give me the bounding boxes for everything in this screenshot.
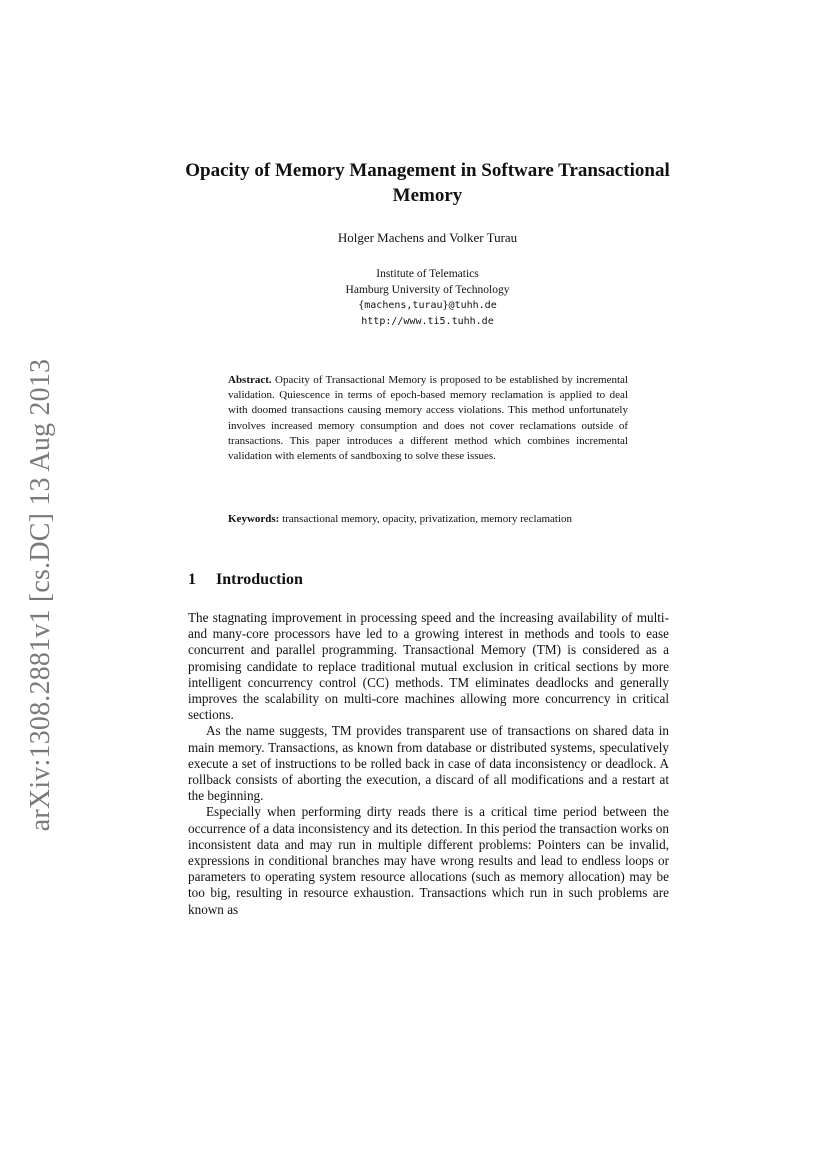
keywords — [228, 512, 628, 527]
abstract-label: Abstract. — [228, 374, 272, 386]
paper-title: Opacity of Memory Management in Software Transactional Memory — [185, 160, 670, 206]
section-heading — [188, 571, 303, 589]
affiliation-institute: Institute of Telematics — [376, 268, 479, 280]
section-title: Introduction — [216, 571, 303, 588]
paragraph-1: The stagnating improvement in processing speed and the increasing availability of multi- and many-core processors have led to a growing interest in methods and tools to ease concurrent and parallel programming. Transactional Memory (TM) is considered as a promising candidate to replace traditional mutual exclusion in critical sections by more intelligent concurrency control (CC) methods. TM eliminates deadlocks and generally improves the scalability on multi-core machines allowing more concurrency in critical sections. — [188, 610, 669, 723]
section-number: 1 — [188, 571, 196, 588]
arxiv-side-stamp — [15, 358, 67, 832]
body-text — [188, 610, 669, 918]
arxiv-stamp-text: arXiv:1308.2881v1 [cs.DC] 13 Aug 2013 — [25, 358, 57, 832]
abstract — [228, 373, 628, 464]
paragraph-2: As the name suggests, TM provides transparent use of transactions on shared data in main memory. Transactions, as known from database or distributed systems, speculatively execute a set of instructions to be rolled back in case of data inconsistency or deadlock. A rollback consists of aborting the execution, a discard of all modifications and a restart at the beginning. — [188, 723, 669, 804]
paper-authors: Holger Machens and Volker Turau — [337, 230, 518, 245]
paragraph-3: Especially when performing dirty reads there is a critical time period between the occurrence of a data inconsistency and its detection. In this period the transaction works on inconsistent data and may run in multiple different problems: Pointers can be invalid, expressions in conditional branches may have wrong results and lead to endless loops or parameters to operating system resource allocations (such as memory allocation) may be too big, resulting in resource exhaustion. Transactions which run in such problems are known as — [188, 804, 669, 917]
affiliation-block — [150, 266, 705, 330]
affiliation-university: Hamburg University of Technology — [345, 284, 510, 296]
affiliation-email: {machens,turau}@tuhh.de — [358, 300, 497, 311]
keywords-text: transactional memory, opacity, privatization, memory reclamation — [282, 513, 573, 525]
abstract-text: Opacity of Transactional Memory is proposed to be established by incremental validation. Quiescence in terms of epoch-based memory reclamation is applied to deal with doomed transactions causing memory access violations. This method unfortunately involves increased memory consumption and does not cover reclamations outside of transactions. This paper introduces a different method which combines incremental validation with elements of sandboxing to solve these issues. — [228, 374, 628, 463]
keywords-label: Keywords: — [228, 513, 280, 525]
affiliation-url: http://www.ti5.tuhh.de — [361, 316, 494, 327]
